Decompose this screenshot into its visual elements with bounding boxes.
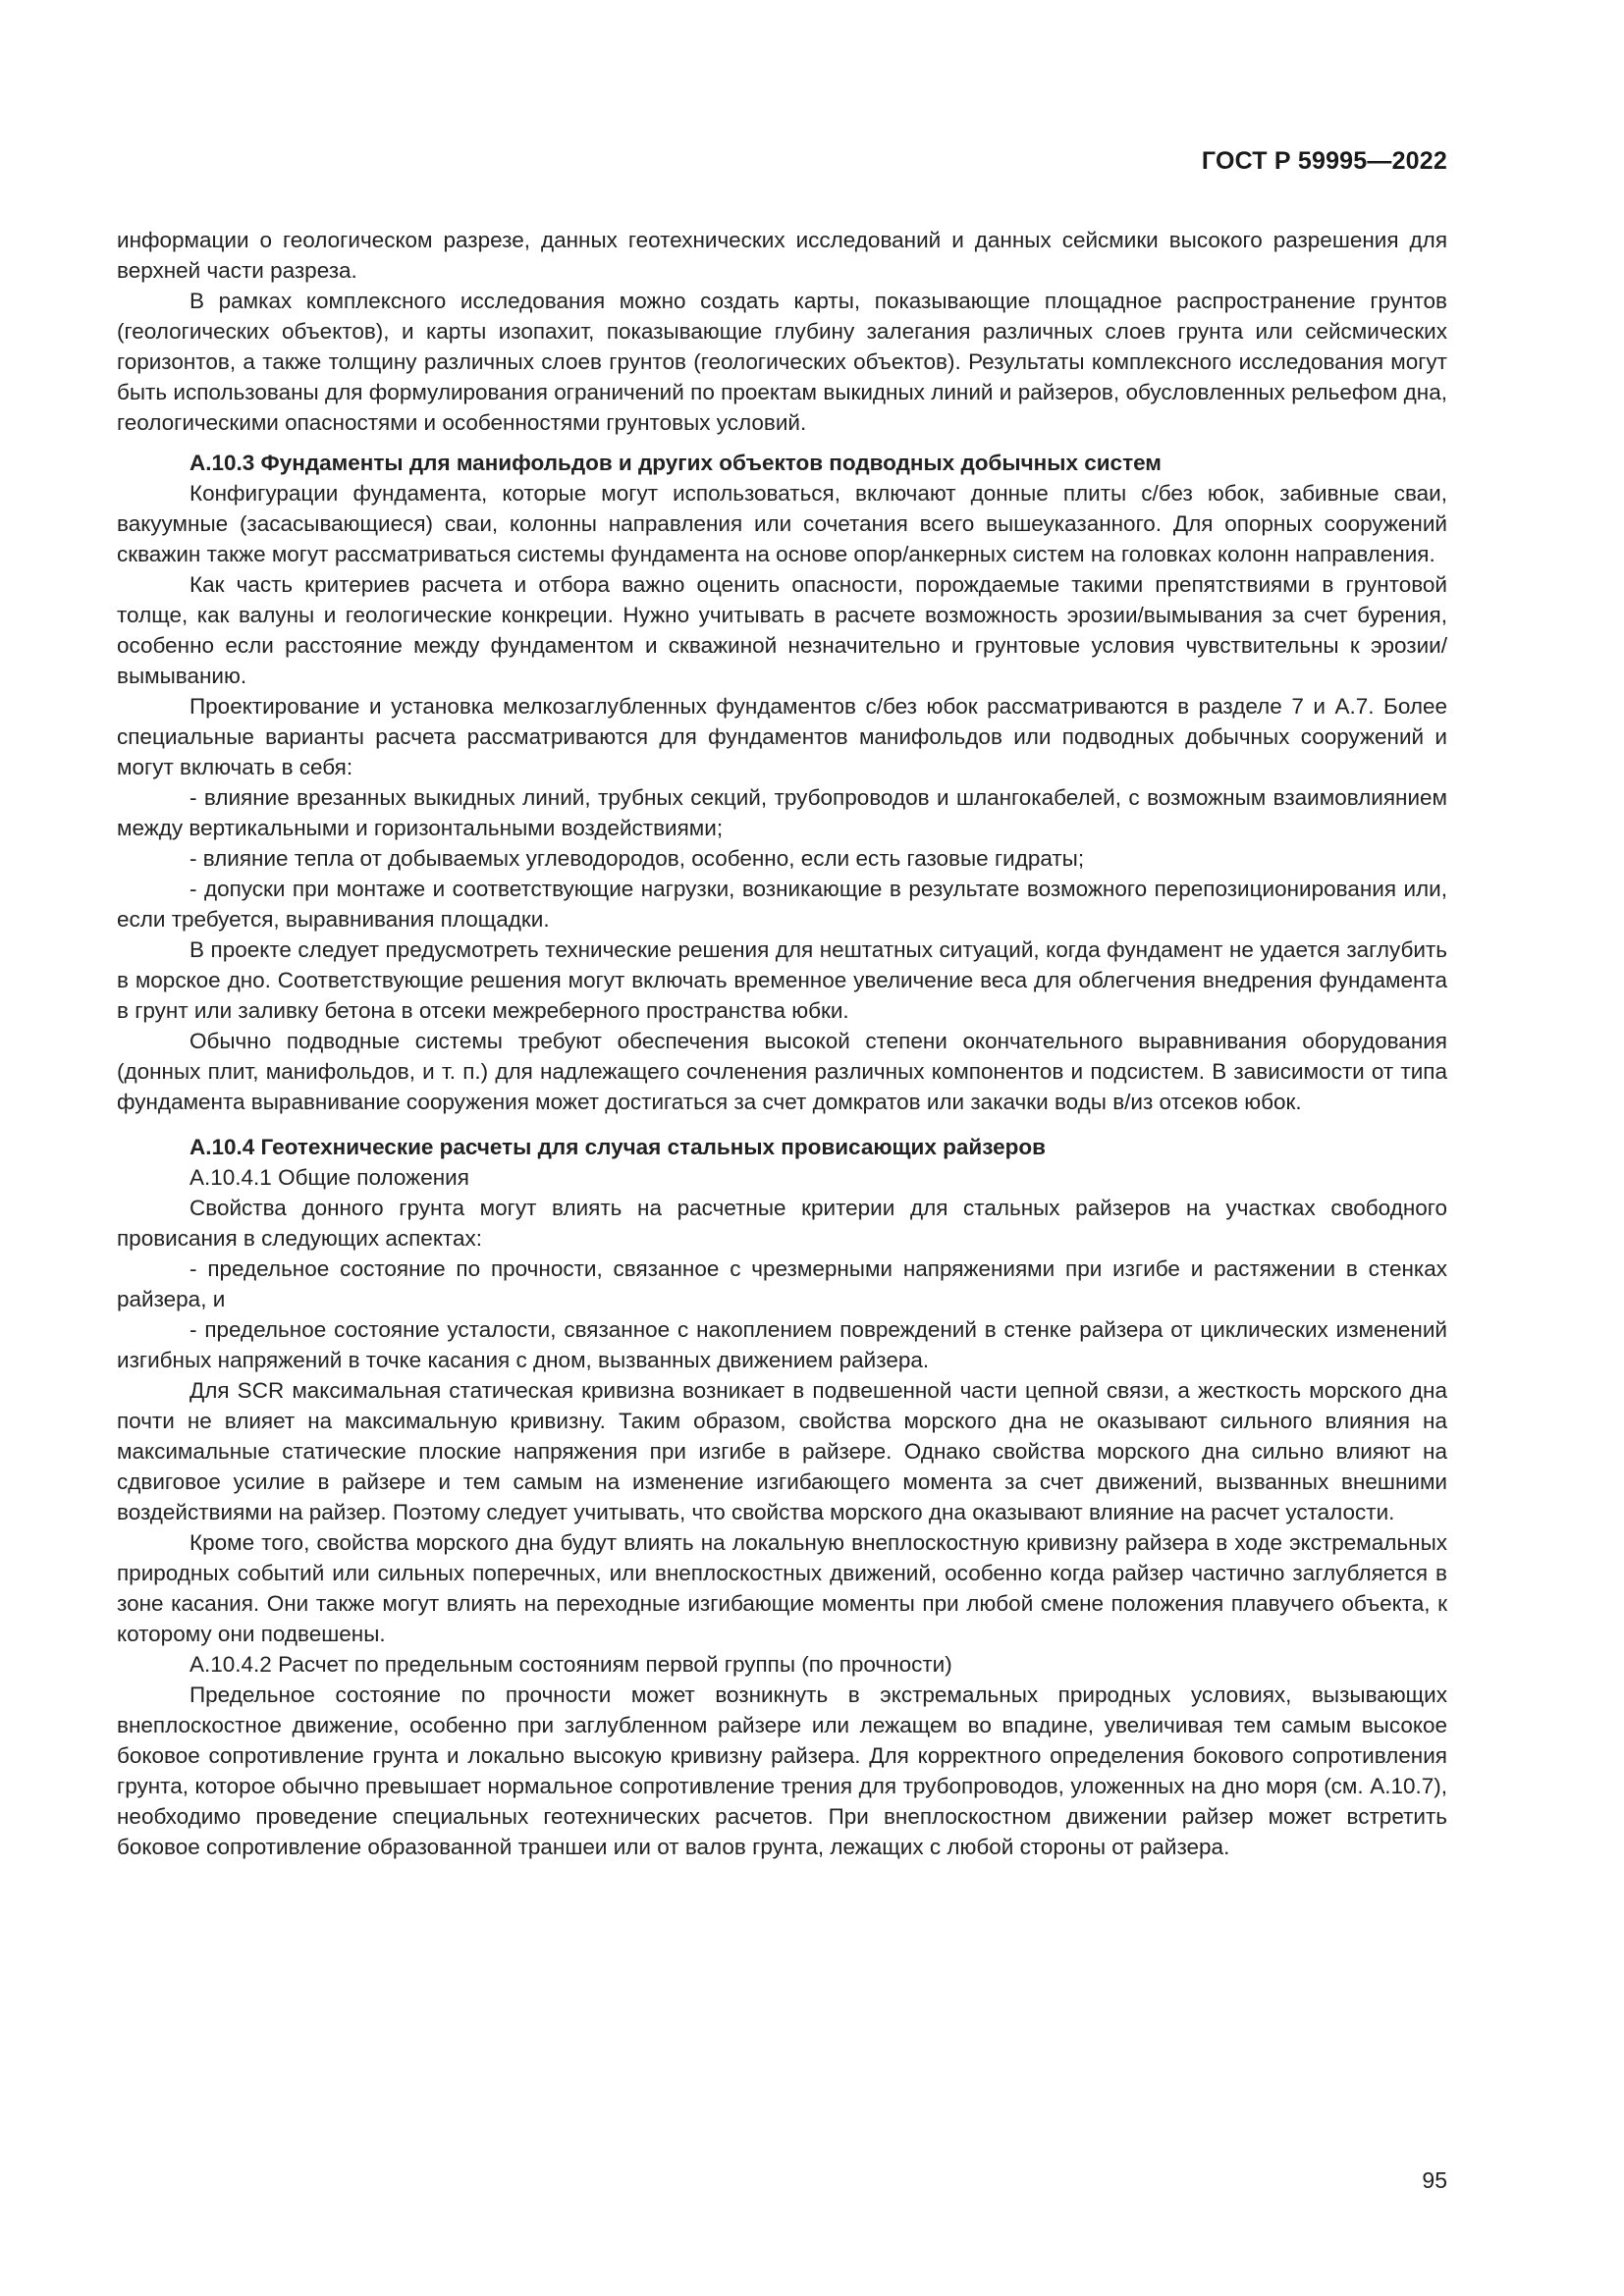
- paragraph: Обычно подводные системы требуют обеспечения высокой степени окончательного выравнивания оборудования (донных плит, манифольдов, и т. п.) для надлежащего сочленения различных компонентов и подсистем. В зависимости от типа фундамента выравнивание сооружения может достигаться за счет домкратов или закачки воды в/из отсеков юбок.: [117, 1029, 1447, 1114]
- paragraph: Для SCR максимальная статическая кривизна возникает в подвешенной части цепной связи, а жесткость морского дна почти не влияет на максимальную кривизну. Таким образом, свойства морского дна не оказывают сильного влияния на максимальные статические плоские напряжения при изгибе в райзере. Однако свойства морского дна сильно влияют на сдвиговое усилие в райзере и тем самым на изменение изгибающего момента за счет движений, вызванных внешними воздействиями на райзер. Поэтому следует учитывать, что свойства морского дна оказывают влияние на расчет усталости.: [117, 1378, 1447, 1524]
- paragraph: Предельное состояние по прочности может возникнуть в экстремальных природных условиях, вызывающих внеплоскостное движение, особенно при заглубленном райзере или лежащем во впадине, увеличивая тем самым высокое боковое сопротивление грунта и локально высокую кривизну райзера. Для корректного определения бокового сопротивления грунта, которое обычно превышает нормальное сопротивление трения для трубопроводов, уложенных на дно моря (см. А.10.7), необходимо проведение специальных геотехнических расчетов. При внеплоскостном движении райзер может встретить боковое сопротивление образованной траншеи или от валов грунта, лежащих с любой стороны от райзера.: [117, 1682, 1447, 1859]
- list-item: - влияние врезанных выкидных линий, трубных секций, трубопроводов и шлангокабелей, с возможным взаимовлиянием между вертикальными и горизонтальными воздействиями;: [117, 785, 1447, 840]
- paragraph: Конфигурации фундамента, которые могут использоваться, включают донные плиты с/без юбок, забивные сваи, вакуумные (засасывающиеся) сваи, колонны направления или сочетания всего вышеуказанного. Для опорных сооружений скважин также могут рассматриваться системы фундамента на основе опор/анкерных систем на головках колонн направления.: [117, 481, 1447, 566]
- paragraph: В проекте следует предусмотреть технические решения для нештатных ситуаций, когда фундамент не удается заглубить в морское дно. Соответствующие решения могут включать временное увеличение веса для облегчения внедрения фундамента в грунт или заливку бетона в отсеки межреберного пространства юбки.: [117, 937, 1447, 1023]
- section-heading-a-10-4: А.10.4 Геотехнические расчеты для случая стальных провисающих райзеров: [189, 1135, 1046, 1159]
- section-heading-a-10-3: А.10.3 Фундаменты для манифольдов и других объектов подводных добычных систем: [189, 451, 1162, 475]
- list-item: - допуски при монтаже и соответствующие нагрузки, возникающие в результате возможного перепозиционирования или, если требуется, выравнивания площадки.: [117, 877, 1447, 932]
- page-number: 95: [1422, 2167, 1447, 2193]
- list-item: - предельное состояние по прочности, связанное с чрезмерными напряжениями при изгибе и растяжении в стенках райзера, и: [117, 1256, 1447, 1311]
- subsection-heading-a-10-4-2: А.10.4.2 Расчет по предельным состояниям первой группы (по прочности): [189, 1652, 952, 1677]
- paragraph: Кроме того, свойства морского дна будут влиять на локальную внеплоскостную кривизну райзера в ходе экстремальных природных событий или сильных поперечных, или внеплоскостных движений, особенно когда райзер частично заглубляется в зоне касания. Они также могут влиять на переходные изгибающие моменты при любой смене положения плавучего объекта, к которому они подвешены.: [117, 1530, 1447, 1646]
- paragraph: В рамках комплексного исследования можно создать карты, показывающие площадное распространение грунтов (геологических объектов), и карты изопахит, показывающие глубину залегания различных слоев грунта или сейсмических горизонтов, а также толщину различных слоев грунтов (геологических объектов). Результаты комплексного исследования могут быть использованы для формулирования ограничений по проектам выкидных линий и райзеров, обусловленных рельефом дна, геологическими опасностями и особенностями грунтовых условий.: [117, 289, 1447, 435]
- paragraph-continuation: информации о геологическом разрезе, данных геотехнических исследований и данных сейсмики высокого разрешения для верхней части разреза.: [117, 228, 1447, 283]
- paragraph: Как часть критериев расчета и отбора важно оценить опасности, порождаемые такими препятствиями в грунтовой толще, как валуны и геологические конкреции. Нужно учитывать в расчете возможность эрозии/вымывания за счет бурения, особенно если расстояние между фундаментом и скважиной незначительно и грунтовые условия чувствительны к эрозии/вымыванию.: [117, 572, 1447, 688]
- subsection-heading-a-10-4-1: А.10.4.1 Общие положения: [189, 1165, 469, 1190]
- list-item: - предельное состояние усталости, связанное с накоплением повреждений в стенке райзера от циклических изменений изгибных напряжений в точке касания с дном, вызванных движением райзера.: [117, 1317, 1447, 1372]
- paragraph: Проектирование и установка мелкозаглубленных фундаментов с/без юбок рассматриваются в разделе 7 и А.7. Более специальные варианты расчета рассматриваются для фундаментов манифольдов или подводных добычных сооружений и могут включать в себя:: [117, 694, 1447, 779]
- list-item: - влияние тепла от добываемых углеводородов, особенно, если есть газовые гидраты;: [189, 846, 1085, 871]
- document-body: [117, 225, 1447, 1862]
- document-header: ГОСТ Р 59995—2022: [1201, 147, 1447, 175]
- paragraph: Свойства донного грунта могут влиять на расчетные критерии для стальных райзеров на участках свободного провисания в следующих аспектах:: [117, 1196, 1447, 1251]
